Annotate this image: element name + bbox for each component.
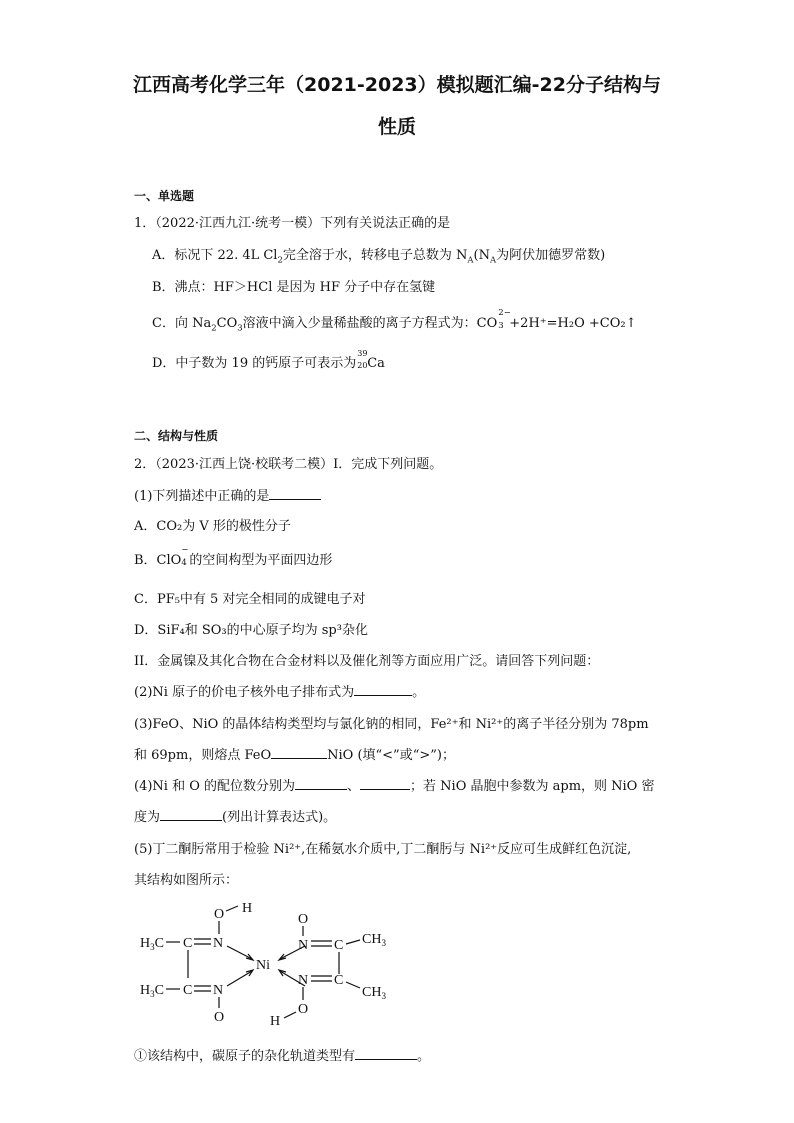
methyl-upper-left: $H_3C$ [140, 936, 164, 952]
atom-c-lr: C [334, 973, 344, 988]
atom-o-ur: O [298, 912, 309, 927]
q2-option-b: B．ClO − 4 的空间构型为平面四边形 [134, 545, 333, 568]
q2-part4-line2: 度为 (列出计算表达式)。 [134, 810, 337, 825]
q2-part-ii: II．金属镍及其化合物在合金材料以及催化剂等方面应用广泛。请回答下列问题： [134, 654, 600, 669]
q2-part1: (1)下列描述中正确的是 [134, 485, 321, 504]
methyl-upper-right: $CH_3$ [362, 932, 386, 948]
q1-option-b: B．沸点：HF＞HCl 是因为 HF 分子中存在氢键 [152, 280, 436, 295]
atom-n-ur: N [298, 938, 309, 953]
bond-c-ch3-lr [346, 982, 360, 988]
section-heading-structure: 二、结构与性质 [134, 429, 219, 443]
atom-c-ur: C [334, 938, 344, 953]
q2-part4-line1: (4)Ni 和 O 的配位数分别为 、 ；若 NiO 晶胞中参数为 apm，则 NiO 密 [134, 779, 655, 794]
q2-part3-line1: (3)FeO、NiO 的晶体结构类型均与氯化钠的相同，Fe²⁺和 Ni²⁺的离子半径分别为 78pm [134, 717, 649, 732]
atom-n-lr: N [298, 973, 309, 988]
q2-part2: (2)Ni 原子的价电子核外电子排布式为 。 [134, 685, 426, 700]
section-heading-single-choice: 一、单选题 [134, 189, 195, 203]
atom-c-ll: C [183, 983, 193, 998]
q2-option-c: C．PF₅中有 5 对完全相同的成键电子对 [134, 592, 366, 607]
bond-c-ch3-ur [346, 940, 360, 944]
atom-c-ul: C [183, 936, 193, 951]
bond-o-h-tl [226, 906, 238, 911]
page-title-line2: 性质 [377, 116, 416, 138]
q2-part5-line2: 其结构如图所示： [134, 873, 239, 888]
atom-ni: Ni [256, 958, 270, 973]
methyl-lower-right: $CH_3$ [362, 985, 386, 1001]
page-title: 江西高考化学三年（2021-2023）模拟题汇编-22分子结构与 [133, 74, 661, 96]
coord-bond-ll [227, 971, 252, 986]
atom-o-top-left: O [214, 907, 225, 922]
q1-stem: 1．（2022·江西九江·统考一模）下列有关说法正确的是 [134, 216, 451, 231]
atom-o-lr: O [298, 1002, 309, 1017]
atom-n-ll: N [213, 983, 224, 998]
q1-option-d: D．中子数为 19 的钙原子可表示为 39 20 Ca [152, 349, 385, 371]
q2-option-a: A．CO₂为 V 形的极性分子 [134, 519, 291, 534]
nickel-dimethylglyoxime-structure [134, 896, 404, 1031]
atom-h-lr: H [270, 1014, 281, 1029]
atom-o-ll: O [214, 1010, 225, 1025]
bond-o-h-lr [284, 1012, 296, 1018]
q1-option-a: A．标况下 22. 4L $Cl_2$完全溶于水，转移电子总数为 $N_A(N_A$为阿伏加德罗常数) [152, 248, 606, 266]
methyl-lower-left: $H_3C$ [140, 983, 164, 999]
q2-part3-line2: 和 69pm，则熔点 FeO NiO (填“<”或“>”)； [134, 748, 455, 763]
q2-stem: 2．（2023·江西上饶·校联考二模）I．完成下列问题。 [134, 457, 443, 472]
q2-part5-sub1: ①该结构中，碳原子的杂化轨道类型有 。 [134, 1049, 431, 1064]
atom-n-ul: N [213, 936, 224, 951]
q2-part5-line1: (5)丁二酮肟常用于检验 Ni²⁺,在稀氨水介质中,丁二酮肟与 Ni²⁺反应可生成鲜红色沉淀, [134, 842, 632, 857]
coord-bond-ul [227, 946, 252, 959]
atom-h-top-left: H [242, 901, 253, 916]
q1-option-c: C．向 $Na_2CO_3$溶液中滴入少量稀盐酸的离子方程式为：CO 2− 3 +2H⁺=H₂O +CO₂↑ [152, 308, 637, 334]
q2-option-d: D．SiF₄和 SO₃的中心原子均为 sp³杂化 [134, 623, 368, 638]
